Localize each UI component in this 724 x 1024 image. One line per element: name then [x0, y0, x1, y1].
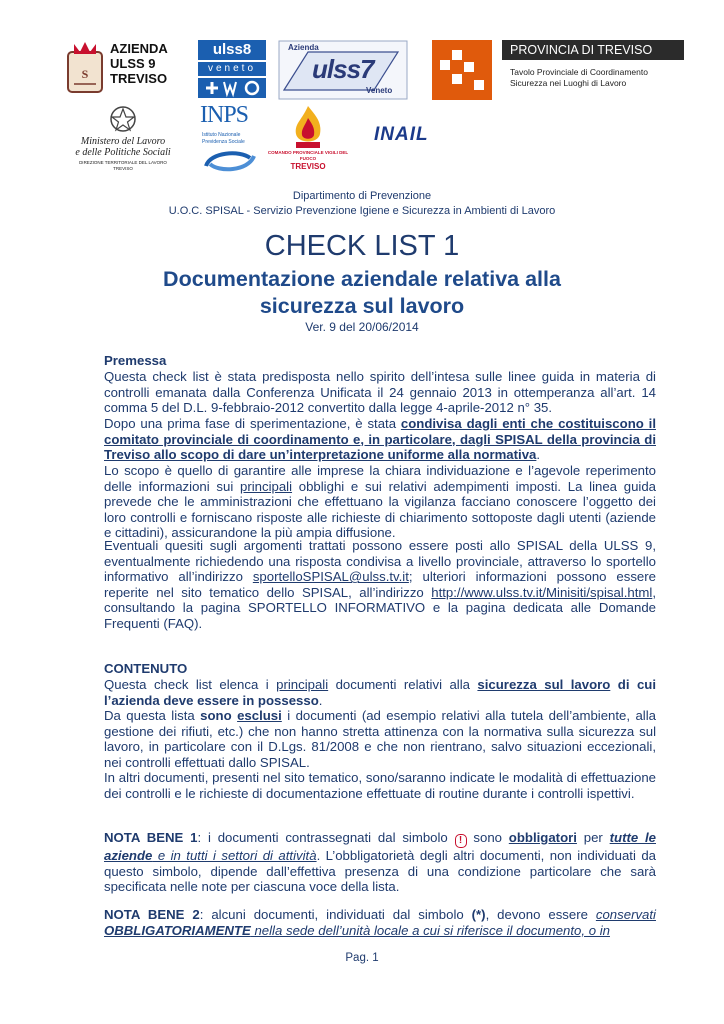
republic-emblem-icon — [108, 104, 138, 136]
mandatory-symbol-icon: ! — [455, 834, 467, 848]
page-number: Pag. 1 — [345, 952, 379, 964]
nota1-obbligatori: obbligatori — [508, 830, 577, 845]
page-subtitle-2: sicurezza sul lavoro — [259, 294, 465, 318]
contenuto-paragraph-1 — [104, 677, 656, 708]
nota1-tutte-le-aziende: tutte le aziende — [104, 830, 656, 863]
contenuto-p1-end: . — [318, 692, 323, 708]
asterisk-symbol: (*) — [471, 907, 486, 922]
sportello-email-link[interactable]: sportelloSPISAL@ulss.tv.it — [252, 569, 409, 585]
nota2-obbligatoriamente: OBBLIGATORIAMENTE — [104, 922, 251, 938]
nota1-t1: : i documenti contrassegnati dal simbolo — [197, 830, 455, 845]
premessa-p2-emphasis: condivisa dagli enti che costituiscono il comitato provinciale di coordinamento e, in particolare, dagli SPISAL della provincia di Treviso allo scopo di dare un’interpretazione uniforme alla normativa — [104, 416, 656, 463]
ministero-line4: TREVISO — [113, 166, 133, 171]
nota2-label: NOTA BENE 2 — [104, 907, 200, 922]
ulss7-small: Azienda — [288, 43, 319, 52]
ministero-line3: DIREZIONE TERRITORIALE DEL LAVORO — [79, 160, 167, 165]
nota-bene-1 — [104, 830, 656, 895]
premessa-p2-start: Dopo una prima fase di sperimentazione, è stata — [104, 416, 401, 431]
premessa-p3-principali: principali — [239, 478, 293, 494]
contenuto-p1-possesso: di cui l’azienda deve essere in possesso — [104, 677, 656, 708]
ulss7-sub: Veneto — [366, 86, 393, 95]
ulss9-line1: AZIENDA — [110, 41, 168, 56]
vigili-city: TREVISO — [290, 162, 326, 171]
page-title: CHECK LIST 1 — [264, 230, 460, 262]
logo-vigili — [260, 104, 356, 176]
contenuto-paragraph-2 — [104, 708, 656, 770]
logo-inps — [198, 102, 266, 176]
logo-inail: INAIL — [374, 124, 429, 145]
ulss9-line2: ULSS 9 — [110, 56, 156, 71]
fire-brigade-flame-icon — [288, 104, 328, 150]
premessa-paragraph-1: Questa check list è stata predisposta nello spirito dell’intesa sulle linee guida in materia di controlli emanata dalla Conferenza Unificata il 24 gennaio 2013 in ottemperanza all’art. 14 comma 5 del D.L. 9-febbraio-2012 convertito dalla legge 4-aprile-2012 n° 35. — [104, 369, 656, 416]
premessa-heading: Premessa — [104, 353, 167, 368]
contenuto-p2-esclusi: esclusi — [237, 708, 282, 723]
provincia-sub2: Sicurezza nei Luoghi di Lavoro — [510, 78, 627, 88]
premessa-p3-end: obblighi e sui relativi adempimenti imposti. La linea guida prevede che le amministrazioni che effettuano la vigilanza facciano conoscere l’oggetto dei loro controlli e forniscano risposte alle richieste di chiarimento sottoposte dagli utenti (aziende e cittadini), assicurandone la più ampia diffusione. — [104, 478, 657, 541]
contenuto-p2-a: Da questa lista — [104, 708, 201, 723]
logo-ministero — [62, 104, 184, 176]
premessa-p2-end: . — [536, 447, 541, 463]
inps-text: INPS — [200, 102, 249, 128]
provincia-sub1: Tavolo Provinciale di Coordinamento — [510, 67, 648, 77]
spisal-site-link[interactable]: http://www.ulss.tv.it/Minisiti/spisal.html — [431, 584, 653, 600]
premessa-p4-mid: ; ulteriori informazioni possono essere reperite nel sito tematico dello SPISAL, all’indirizzo — [104, 569, 656, 600]
provincia-title: PROVINCIA DI TREVISO — [502, 40, 684, 60]
premessa-p4-start: Eventuali quesiti sugli argomenti trattati possono essere posti allo SPISAL della ULSS 9, eventualmente richiedendo una risposta condivisa a livello provinciale, attraverso lo sportello informativo all’indirizzo — [104, 538, 656, 585]
vigili-text: COMANDO PROVINCIALE VIGILI DEL FUOCO — [267, 150, 349, 161]
ulss9-crest-icon — [66, 40, 104, 98]
premessa-paragraph-3 — [104, 463, 656, 541]
department-line: Dipartimento di Prevenzione — [292, 190, 432, 202]
contenuto-p1-a: Questa check list elenca i — [104, 677, 277, 692]
logo-ulss9 — [66, 40, 176, 100]
ulss8-mid: veneto — [198, 62, 266, 76]
logo-ulss8 — [198, 40, 266, 98]
contenuto-heading: CONTENUTO — [104, 661, 188, 676]
nota2-t2: , devono essere — [485, 907, 596, 922]
nota1-t7: . L’obbligatorietà degli altri documenti, non individuati da questo simbolo, dipende dall’effettiva presenza di una condizione particolare che sarà specificata nelle note per ciascuna voce della lista. — [104, 848, 656, 895]
contenuto-p1-c: documenti relativi alla — [328, 677, 478, 692]
premessa-paragraph-4 — [104, 538, 656, 632]
premessa-p3-start: Lo scopo è quello di garantire alle imprese la chiara individuazione e l’agevole reperimento delle informazioni sui — [104, 463, 656, 494]
ministero-line1: Ministero del Lavoro — [80, 136, 166, 147]
ulss9-line3: TREVISO — [110, 71, 168, 86]
ulss7-big: ulss7 — [312, 54, 374, 84]
version-line: Ver. 9 del 20/06/2014 — [305, 320, 419, 334]
inps-swirl-icon — [200, 148, 260, 174]
logo-provincia — [502, 40, 684, 100]
contenuto-p1-sicurezza: sicurezza sul lavoro — [477, 677, 611, 692]
contenuto-paragraph-3: In altri documenti, presenti nel sito tematico, sono/saranno indicate le modalità di effettuazione dei controlli e le richieste di documentazione effettuate di routine durante i controlli ispettivi. — [104, 770, 656, 801]
ulss8-symbols-icon — [198, 78, 266, 98]
page-subtitle-1: Documentazione aziendale relativa alla — [163, 267, 561, 291]
nota1-t4: per — [576, 830, 610, 845]
nota1-label: NOTA BENE 1 — [104, 830, 198, 845]
nota-bene-2 — [104, 907, 656, 938]
contenuto-p2-sono: sono — [200, 708, 232, 723]
nota2-t5: nella sede dell’unità locale a cui si riferisce il documento, o in — [250, 922, 610, 938]
ministero-line2: e delle Politiche Sociali — [75, 147, 171, 158]
contenuto-p2-rest: i documenti (ad esempio relativi alla tutela dell’ambiente, alla gestione dei rifiuti, etc.) che non hanno stretta attinenza con la normativa sulla sicurezza sul lavoro, in particolare con il D.Lgs. 81/2008 e che non rientrano, salvo situazioni eccezionali, nei controlli effettuati dallo SPISAL. — [104, 708, 656, 770]
ulss8-top: ulss8 — [198, 40, 266, 60]
logo-ulss7 — [278, 40, 408, 100]
svg-text:S: S — [81, 67, 89, 81]
nota2-t1: : alcuni documenti, individuati dal simbolo — [199, 907, 472, 922]
inps-sub2: Previdenza Sociale — [202, 139, 245, 145]
uoc-line: U.O.C. SPISAL - Servizio Prevenzione Igiene e Sicurezza in Ambienti di Lavoro — [168, 205, 556, 217]
nota1-settori: e in tutti i settori di attività — [152, 848, 317, 863]
premessa-p4-end: , consultando la pagina SPORTELLO INFORMATIVO e la pagina dedicata alle Domande Frequenti (FAQ). — [104, 584, 656, 631]
inps-sub1: Istituto Nazionale — [202, 132, 241, 138]
nota1-t2: sono — [466, 830, 509, 845]
premessa-paragraph-2 — [104, 416, 656, 463]
contenuto-p1-principali: principali — [276, 677, 329, 692]
logo-provincia-icon — [432, 40, 492, 100]
nota2-conservati: conservati — [595, 907, 656, 922]
